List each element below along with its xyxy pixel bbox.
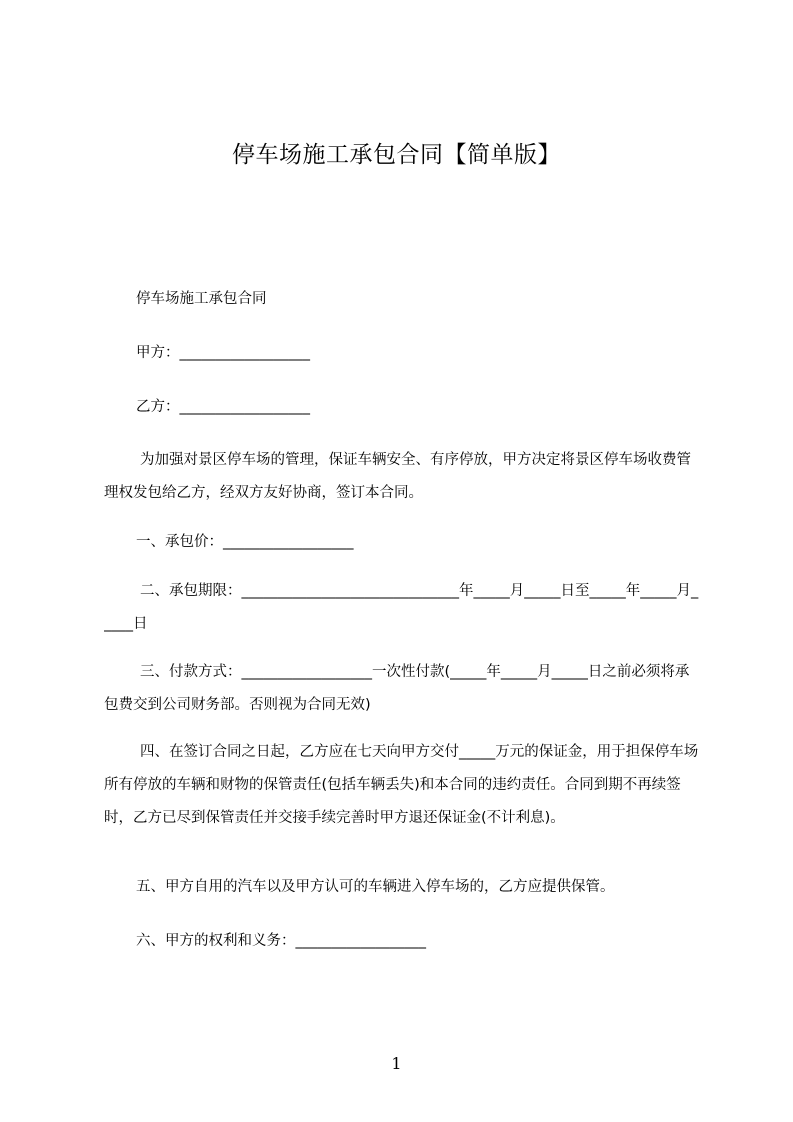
- clause-4-deposit: 四、在签订合同之日起，乙方应在七天向甲方交付_____万元的保证金，用于担保停车场所有停放的车辆和财物的保管责任(包括车辆丢失)和本合同的违约责任。合同到期不再续签时，乙方已尽到保管责任并交接手续完善时甲方退还保证金(不计利息)。: [104, 744, 699, 826]
- clause-5-custody: 五、甲方自用的汽车以及甲方认可的车辆进入停车场的，乙方应提供保管。: [136, 879, 615, 895]
- intro-paragraph: 为加强对景区停车场的管理，保证车辆安全、有序停放，甲方决定将景区停车场收费管理权发包给乙方，经双方友好协商，签订本合同。: [104, 452, 691, 501]
- party-a-line: 甲方：__________________: [136, 345, 310, 361]
- contract-heading: 停车场施工承包合同: [136, 291, 267, 307]
- clause-2-contract-term: 二、承包期限：______________________________年_____月_____日至_____年_____月_____日: [104, 583, 699, 632]
- document-title: 停车场施工承包合同【简单版】: [232, 142, 561, 168]
- page-number: 1: [391, 1054, 402, 1073]
- party-b-line: 乙方：__________________: [136, 399, 310, 415]
- clause-6-party-a-rights: 六、甲方的权利和义务：__________________: [136, 933, 426, 949]
- clause-1-contract-price: 一、承包价：__________________: [136, 534, 354, 550]
- clause-3-payment-method: 三、付款方式：__________________一次性付款(_____年_____月_____日之前必须将承包费交到公司财务部。否则视为合同无效): [104, 664, 690, 713]
